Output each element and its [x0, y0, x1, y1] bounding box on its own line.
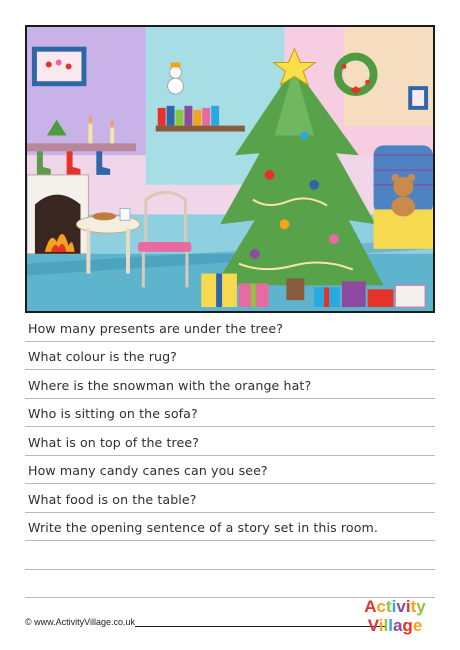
- copyright-text: © www.ActivityVillage.co.uk: [25, 617, 136, 627]
- question-row: [25, 484, 435, 513]
- question-text: Who is sitting on the sofa?: [28, 406, 198, 421]
- footer: [25, 597, 435, 640]
- question-text: Where is the snowman with the orange hat?: [28, 377, 312, 393]
- question-text: What colour is the rug?: [28, 349, 177, 364]
- question-row: [25, 427, 435, 456]
- question-row: [25, 456, 435, 485]
- logo-text-bottom: Village: [367, 616, 423, 635]
- answer-line: [25, 541, 435, 570]
- footer-rule: [135, 626, 387, 627]
- question-text: How many candy canes can you see?: [28, 463, 268, 478]
- christmas-room-illustration: [25, 25, 435, 313]
- fireplace-icon: [27, 175, 88, 254]
- question-text: Write the opening sentence of a story set in this room.: [28, 520, 378, 535]
- question-row: [25, 399, 435, 428]
- question-row: [25, 342, 435, 371]
- question-text: What food is on the table?: [28, 491, 197, 507]
- question-list: [25, 313, 435, 598]
- picture-frame-icon: [32, 47, 86, 86]
- question-row: [25, 513, 435, 542]
- question-text: How many presents are under the tree?: [28, 320, 283, 336]
- question-row: [25, 313, 435, 342]
- question-row: [25, 370, 435, 399]
- activity-village-logo: [355, 592, 435, 638]
- logo-text-top: Activity: [364, 597, 426, 616]
- christmas-scene-drawing: [27, 27, 433, 311]
- question-text: What is on top of the tree?: [28, 434, 200, 450]
